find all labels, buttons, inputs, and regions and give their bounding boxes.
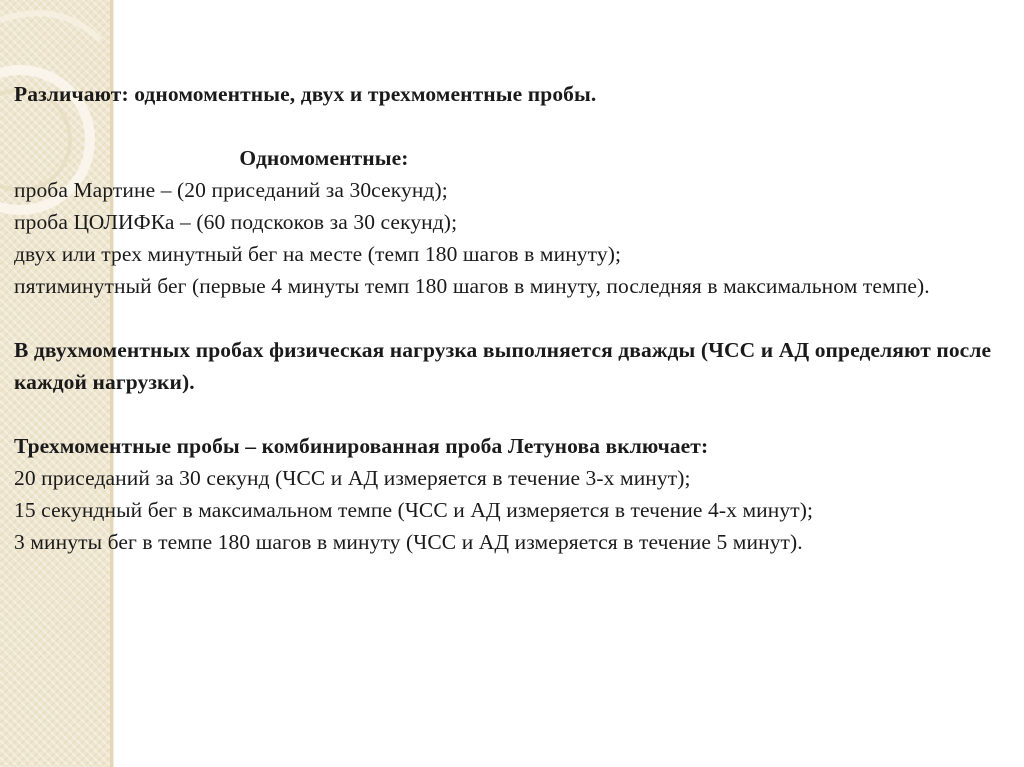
- three-moment-heading: Трехмоментные пробы – комбинированная проба Летунова включает:: [14, 434, 709, 458]
- two-moment-text: В двухмоментных пробах физическая нагрузка выполняется дважды (ЧСС и АД определяют после каждой нагрузки).: [14, 338, 992, 394]
- one-moment-item: проба ЦОЛИФКа – (60 подскоков за 30 секунд);: [14, 210, 458, 234]
- one-moment-item: пятиминутный бег (первые 4 минуты темп 180 шагов в минуту, последняя в максимальном темпе).: [14, 274, 930, 298]
- one-moment-item: проба Мартине – (20 приседаний за 30секунд);: [14, 178, 448, 202]
- three-moment-item: 15 секундный бег в максимальном темпе (ЧСС и АД измеряется в течение 4-х минут);: [14, 498, 814, 522]
- slide-body: [14, 78, 1014, 558]
- three-moment-item: 20 приседаний за 30 секунд (ЧСС и АД измеряется в течение 3-х минут);: [14, 466, 691, 490]
- one-moment-heading: Одномоментные:: [239, 146, 409, 170]
- three-moment-item: 3 минуты бег в темпе 180 шагов в минуту (ЧСС и АД измеряется в течение 5 минут).: [14, 530, 803, 554]
- spacer: [14, 302, 1014, 334]
- one-moment-item: двух или трех минутный бег на месте (темп 180 шагов в минуту);: [14, 242, 622, 266]
- spacer: [14, 398, 1014, 430]
- intro-text: Различают: одномоментные, двух и трехмоментные пробы.: [14, 82, 597, 106]
- spacer: [14, 110, 1014, 142]
